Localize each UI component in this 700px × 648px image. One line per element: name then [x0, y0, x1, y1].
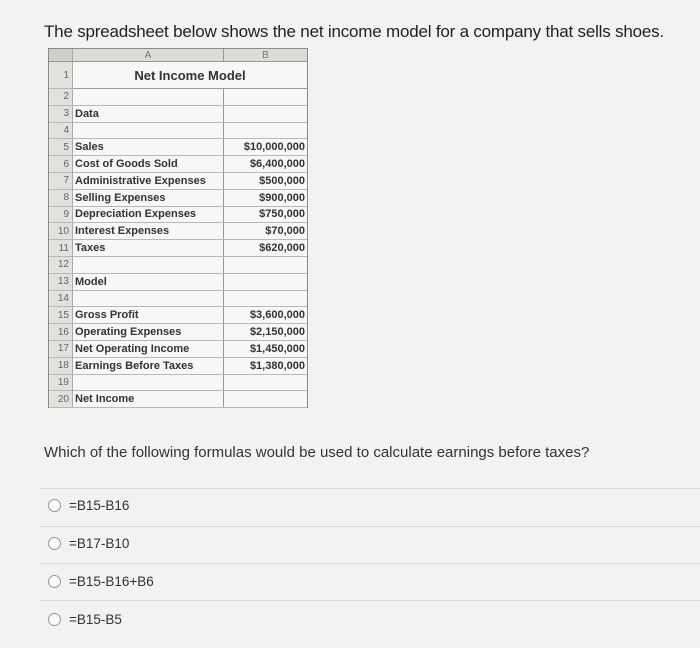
sheet-row: [49, 89, 307, 106]
cell-label: Net Income: [73, 391, 224, 408]
row-number: 16: [49, 324, 73, 341]
answer-option-2[interactable]: [48, 532, 129, 554]
cell-value: [224, 273, 308, 290]
row-number: 8: [49, 189, 73, 206]
cell-value: [224, 290, 308, 307]
row-number: 4: [49, 122, 73, 139]
cell-label: Depreciation Expenses: [73, 206, 224, 223]
question-intro: The spreadsheet below shows the net income model for a company that sells shoes.: [44, 22, 664, 41]
row-number: 9: [49, 206, 73, 223]
sheet-row: [49, 240, 307, 257]
row-number: 3: [49, 105, 73, 122]
row-number: 14: [49, 290, 73, 307]
answer-option-label: =B17-B10: [69, 535, 130, 551]
sheet-row: [49, 273, 307, 290]
column-header-row: [49, 49, 307, 62]
column-header-b: B: [224, 49, 308, 62]
answer-option-3[interactable]: [48, 570, 154, 592]
cell-label: [73, 290, 224, 307]
cell-value: [224, 105, 308, 122]
cell-value: [224, 89, 308, 106]
cell-label: Administrative Expenses: [73, 172, 224, 189]
cell-label: Sales: [73, 139, 224, 156]
cell-label: Model: [73, 273, 224, 290]
option-divider: [40, 488, 700, 489]
cell-label: Net Operating Income: [73, 340, 224, 357]
cell-label: [73, 122, 224, 139]
cell-label: Taxes: [73, 240, 224, 257]
sheet-row: [49, 374, 307, 391]
answer-option-label: =B15-B5: [69, 611, 122, 627]
cell-label: Gross Profit: [73, 307, 224, 324]
cell-label: Selling Expenses: [73, 189, 224, 206]
cell-label: Operating Expenses: [73, 324, 224, 341]
radio-button-icon[interactable]: [48, 499, 61, 512]
cell-label: Interest Expenses: [73, 223, 224, 240]
cell-value: $620,000: [224, 240, 308, 257]
sheet-row: [49, 391, 307, 408]
answer-option-label: =B15-B16: [69, 497, 130, 513]
sheet-title-row: [49, 62, 307, 89]
row-number: 6: [49, 156, 73, 173]
row-number: 20: [49, 391, 73, 408]
cell-value: [224, 391, 308, 408]
row-number: 7: [49, 172, 73, 189]
sheet-row: [49, 156, 307, 173]
sheet-title: Net Income Model: [73, 62, 308, 89]
sheet-row: [49, 172, 307, 189]
sheet-row: [49, 357, 307, 374]
row-number: 17: [49, 340, 73, 357]
sheet-row: [49, 139, 307, 156]
row-number: 18: [49, 357, 73, 374]
cell-value: $750,000: [224, 206, 308, 223]
cell-value: $10,000,000: [224, 139, 308, 156]
option-divider: [40, 600, 700, 601]
sheet-row: [49, 223, 307, 240]
cell-label: [73, 89, 224, 106]
cell-value: [224, 256, 308, 273]
row-number: 12: [49, 256, 73, 273]
option-divider: [40, 526, 700, 527]
answer-option-label: =B15-B16+B6: [69, 573, 154, 589]
cell-value: $6,400,000: [224, 156, 308, 173]
cell-label: Cost of Goods Sold: [73, 156, 224, 173]
cell-value: $500,000: [224, 172, 308, 189]
cell-value: $70,000: [224, 223, 308, 240]
cell-label: Data: [73, 105, 224, 122]
radio-button-icon[interactable]: [48, 537, 61, 550]
answer-option-4[interactable]: [48, 608, 122, 630]
sheet-row: [49, 105, 307, 122]
cell-value: $1,380,000: [224, 357, 308, 374]
radio-button-icon[interactable]: [48, 575, 61, 588]
row-number: 2: [49, 89, 73, 106]
sheet-row: [49, 324, 307, 341]
sheet-row: [49, 307, 307, 324]
column-header-a: A: [73, 49, 224, 62]
row-number: 5: [49, 139, 73, 156]
cell-value: $3,600,000: [224, 307, 308, 324]
sheet-row: [49, 206, 307, 223]
answer-option-1[interactable]: [48, 494, 129, 516]
radio-button-icon[interactable]: [48, 613, 61, 626]
cell-value: [224, 122, 308, 139]
spreadsheet-image: [48, 48, 308, 408]
question-text: Which of the following formulas would be used to calculate earnings before taxes?: [44, 444, 590, 461]
cell-value: $1,450,000: [224, 340, 308, 357]
row-number: 1: [49, 62, 73, 89]
sheet-row: [49, 122, 307, 139]
corner-cell: [49, 49, 73, 62]
row-number: 13: [49, 273, 73, 290]
sheet-row: [49, 290, 307, 307]
cell-value: [224, 374, 308, 391]
cell-label: [73, 256, 224, 273]
cell-label: [73, 374, 224, 391]
sheet-row: [49, 189, 307, 206]
row-number: 11: [49, 240, 73, 257]
sheet-row: [49, 256, 307, 273]
cell-value: $2,150,000: [224, 324, 308, 341]
cell-label: Earnings Before Taxes: [73, 357, 224, 374]
row-number: 19: [49, 374, 73, 391]
option-divider: [40, 563, 700, 564]
row-number: 10: [49, 223, 73, 240]
row-number: 15: [49, 307, 73, 324]
sheet-row: [49, 340, 307, 357]
cell-value: $900,000: [224, 189, 308, 206]
